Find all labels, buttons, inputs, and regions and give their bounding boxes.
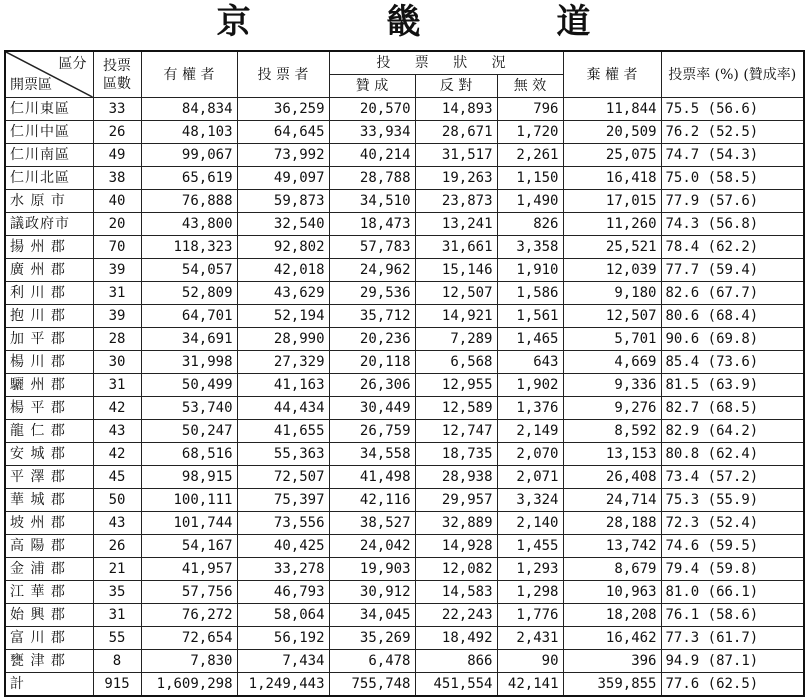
abstain-header: 棄 權 者 bbox=[563, 51, 661, 98]
voters-cell: 46,793 bbox=[237, 581, 329, 604]
table-row bbox=[5, 650, 804, 673]
yes-cell: 26,759 bbox=[329, 420, 415, 443]
eligible-header: 有 權 者 bbox=[141, 51, 237, 98]
abstain-cell: 28,188 bbox=[563, 512, 661, 535]
referendum-results-table bbox=[4, 50, 805, 697]
name-cell: 始 興 郡 bbox=[5, 604, 93, 627]
name-cell: 甕 津 郡 bbox=[5, 650, 93, 673]
corner-header bbox=[5, 51, 93, 98]
voters-cell: 41,163 bbox=[237, 374, 329, 397]
eligible-cell: 118,323 bbox=[141, 236, 237, 259]
eligible-cell: 98,915 bbox=[141, 466, 237, 489]
abstain-cell: 359,855 bbox=[563, 673, 661, 697]
no-cell: 14,928 bbox=[415, 535, 497, 558]
table-row bbox=[5, 512, 804, 535]
name-cell: 坡 州 郡 bbox=[5, 512, 93, 535]
table-row bbox=[5, 121, 804, 144]
table-row bbox=[5, 305, 804, 328]
yes-cell: 24,962 bbox=[329, 259, 415, 282]
table-row bbox=[5, 604, 804, 627]
districts-cell: 43 bbox=[93, 512, 141, 535]
abstain-cell: 17,015 bbox=[563, 190, 661, 213]
districts-cell: 55 bbox=[93, 627, 141, 650]
voters-cell: 1,249,443 bbox=[237, 673, 329, 697]
abstain-cell: 18,208 bbox=[563, 604, 661, 627]
name-cell: 揚 州 郡 bbox=[5, 236, 93, 259]
voters-cell: 44,434 bbox=[237, 397, 329, 420]
yes-cell: 34,558 bbox=[329, 443, 415, 466]
yes-cell: 57,783 bbox=[329, 236, 415, 259]
abstain-cell: 25,521 bbox=[563, 236, 661, 259]
rate-cell: 80.8 (62.4) bbox=[661, 443, 804, 466]
yes-cell: 34,045 bbox=[329, 604, 415, 627]
voters-cell: 59,873 bbox=[237, 190, 329, 213]
voters-cell: 52,194 bbox=[237, 305, 329, 328]
eligible-cell: 101,744 bbox=[141, 512, 237, 535]
districts-cell: 40 bbox=[93, 190, 141, 213]
invalid-cell: 1,720 bbox=[497, 121, 563, 144]
name-cell: 江 華 郡 bbox=[5, 581, 93, 604]
table-row bbox=[5, 144, 804, 167]
districts-cell: 45 bbox=[93, 466, 141, 489]
abstain-cell: 9,276 bbox=[563, 397, 661, 420]
abstain-cell: 11,844 bbox=[563, 98, 661, 121]
invalid-cell: 1,910 bbox=[497, 259, 563, 282]
table-row bbox=[5, 558, 804, 581]
districts-cell: 31 bbox=[93, 604, 141, 627]
districts-cell: 21 bbox=[93, 558, 141, 581]
invalid-cell: 1,902 bbox=[497, 374, 563, 397]
abstain-cell: 13,742 bbox=[563, 535, 661, 558]
eligible-cell: 41,957 bbox=[141, 558, 237, 581]
no-cell: 19,263 bbox=[415, 167, 497, 190]
yes-cell: 26,306 bbox=[329, 374, 415, 397]
name-cell: 楊 平 郡 bbox=[5, 397, 93, 420]
abstain-cell: 4,669 bbox=[563, 351, 661, 374]
name-cell: 廣 州 郡 bbox=[5, 259, 93, 282]
name-cell: 仁川北區 bbox=[5, 167, 93, 190]
yes-cell: 38,527 bbox=[329, 512, 415, 535]
abstain-cell: 8,592 bbox=[563, 420, 661, 443]
eligible-cell: 76,272 bbox=[141, 604, 237, 627]
rate-cell: 74.3 (56.8) bbox=[661, 213, 804, 236]
districts-cell: 26 bbox=[93, 121, 141, 144]
eligible-cell: 50,499 bbox=[141, 374, 237, 397]
districts-cell: 33 bbox=[93, 98, 141, 121]
name-cell: 華 城 郡 bbox=[5, 489, 93, 512]
voters-cell: 58,064 bbox=[237, 604, 329, 627]
table-row bbox=[5, 282, 804, 305]
districts-header: 投票區數 bbox=[93, 51, 141, 98]
no-cell: 451,554 bbox=[415, 673, 497, 697]
no-cell: 14,583 bbox=[415, 581, 497, 604]
eligible-cell: 43,800 bbox=[141, 213, 237, 236]
voters-cell: 7,434 bbox=[237, 650, 329, 673]
invalid-cell: 1,586 bbox=[497, 282, 563, 305]
table-row bbox=[5, 167, 804, 190]
eligible-cell: 84,834 bbox=[141, 98, 237, 121]
no-cell: 32,889 bbox=[415, 512, 497, 535]
rate-cell: 78.4 (62.2) bbox=[661, 236, 804, 259]
rate-cell: 77.6 (62.5) bbox=[661, 673, 804, 697]
voters-cell: 64,645 bbox=[237, 121, 329, 144]
rate-cell: 82.9 (64.2) bbox=[661, 420, 804, 443]
eligible-cell: 100,111 bbox=[141, 489, 237, 512]
invalid-cell: 1,561 bbox=[497, 305, 563, 328]
table-row bbox=[5, 397, 804, 420]
voters-cell: 27,329 bbox=[237, 351, 329, 374]
no-header: 反 對 bbox=[415, 75, 497, 98]
rate-cell: 94.9 (87.1) bbox=[661, 650, 804, 673]
districts-cell: 42 bbox=[93, 397, 141, 420]
voters-cell: 56,192 bbox=[237, 627, 329, 650]
yes-cell: 30,449 bbox=[329, 397, 415, 420]
voters-cell: 49,097 bbox=[237, 167, 329, 190]
invalid-cell: 826 bbox=[497, 213, 563, 236]
invalid-cell: 2,261 bbox=[497, 144, 563, 167]
abstain-cell: 11,260 bbox=[563, 213, 661, 236]
table-row bbox=[5, 420, 804, 443]
districts-cell: 35 bbox=[93, 581, 141, 604]
table-row bbox=[5, 627, 804, 650]
header-row bbox=[5, 51, 804, 75]
no-cell: 12,955 bbox=[415, 374, 497, 397]
districts-cell: 28 bbox=[93, 328, 141, 351]
districts-cell: 39 bbox=[93, 305, 141, 328]
districts-cell: 50 bbox=[93, 489, 141, 512]
name-cell: 計 bbox=[5, 673, 93, 697]
rate-cell: 74.6 (59.5) bbox=[661, 535, 804, 558]
abstain-cell: 10,963 bbox=[563, 581, 661, 604]
eligible-cell: 7,830 bbox=[141, 650, 237, 673]
abstain-cell: 20,509 bbox=[563, 121, 661, 144]
page-title: 京 畿 道 bbox=[216, 2, 653, 42]
invalid-cell: 1,455 bbox=[497, 535, 563, 558]
invalid-cell: 796 bbox=[497, 98, 563, 121]
voters-cell: 32,540 bbox=[237, 213, 329, 236]
no-cell: 15,146 bbox=[415, 259, 497, 282]
yes-cell: 6,478 bbox=[329, 650, 415, 673]
table-row bbox=[5, 535, 804, 558]
eligible-cell: 52,809 bbox=[141, 282, 237, 305]
voters-cell: 42,018 bbox=[237, 259, 329, 282]
eligible-cell: 68,516 bbox=[141, 443, 237, 466]
name-cell: 安 城 郡 bbox=[5, 443, 93, 466]
eligible-cell: 34,691 bbox=[141, 328, 237, 351]
name-cell: 抱 川 郡 bbox=[5, 305, 93, 328]
name-cell: 仁川南區 bbox=[5, 144, 93, 167]
eligible-cell: 31,998 bbox=[141, 351, 237, 374]
districts-cell: 43 bbox=[93, 420, 141, 443]
yes-cell: 29,536 bbox=[329, 282, 415, 305]
yes-cell: 42,116 bbox=[329, 489, 415, 512]
yes-cell: 35,269 bbox=[329, 627, 415, 650]
voters-cell: 55,363 bbox=[237, 443, 329, 466]
invalid-cell: 2,070 bbox=[497, 443, 563, 466]
rate-cell: 75.0 (58.5) bbox=[661, 167, 804, 190]
invalid-cell: 643 bbox=[497, 351, 563, 374]
rate-cell: 81.0 (66.1) bbox=[661, 581, 804, 604]
name-cell: 高 陽 郡 bbox=[5, 535, 93, 558]
no-cell: 18,735 bbox=[415, 443, 497, 466]
table-row bbox=[5, 374, 804, 397]
rate-cell: 85.4 (73.6) bbox=[661, 351, 804, 374]
no-cell: 14,893 bbox=[415, 98, 497, 121]
rate-cell: 77.9 (57.6) bbox=[661, 190, 804, 213]
invalid-cell: 1,376 bbox=[497, 397, 563, 420]
eligible-cell: 50,247 bbox=[141, 420, 237, 443]
yes-cell: 20,118 bbox=[329, 351, 415, 374]
rate-cell: 82.7 (68.5) bbox=[661, 397, 804, 420]
eligible-cell: 72,654 bbox=[141, 627, 237, 650]
eligible-cell: 76,888 bbox=[141, 190, 237, 213]
rate-cell: 80.6 (68.4) bbox=[661, 305, 804, 328]
rate-cell: 79.4 (59.8) bbox=[661, 558, 804, 581]
yes-cell: 34,510 bbox=[329, 190, 415, 213]
eligible-cell: 57,756 bbox=[141, 581, 237, 604]
name-cell: 利 川 郡 bbox=[5, 282, 93, 305]
name-cell: 平 澤 郡 bbox=[5, 466, 93, 489]
abstain-cell: 9,336 bbox=[563, 374, 661, 397]
rate-cell: 72.3 (52.4) bbox=[661, 512, 804, 535]
yes-cell: 755,748 bbox=[329, 673, 415, 697]
abstain-cell: 5,701 bbox=[563, 328, 661, 351]
abstain-cell: 396 bbox=[563, 650, 661, 673]
table-row bbox=[5, 581, 804, 604]
name-cell: 楊 川 郡 bbox=[5, 351, 93, 374]
abstain-cell: 12,507 bbox=[563, 305, 661, 328]
table-row bbox=[5, 443, 804, 466]
yes-cell: 41,498 bbox=[329, 466, 415, 489]
rate-cell: 75.5 (56.6) bbox=[661, 98, 804, 121]
invalid-cell: 2,071 bbox=[497, 466, 563, 489]
no-cell: 14,921 bbox=[415, 305, 497, 328]
table-body bbox=[5, 98, 804, 697]
no-cell: 23,873 bbox=[415, 190, 497, 213]
eligible-cell: 99,067 bbox=[141, 144, 237, 167]
name-cell: 龍 仁 郡 bbox=[5, 420, 93, 443]
no-cell: 29,957 bbox=[415, 489, 497, 512]
name-cell: 加 平 郡 bbox=[5, 328, 93, 351]
invalid-cell: 1,298 bbox=[497, 581, 563, 604]
invalid-cell: 2,431 bbox=[497, 627, 563, 650]
yes-cell: 35,712 bbox=[329, 305, 415, 328]
districts-cell: 30 bbox=[93, 351, 141, 374]
invalid-header: 無 效 bbox=[497, 75, 563, 98]
eligible-cell: 54,167 bbox=[141, 535, 237, 558]
invalid-cell: 3,358 bbox=[497, 236, 563, 259]
name-cell: 驪 州 郡 bbox=[5, 374, 93, 397]
rate-cell: 81.5 (63.9) bbox=[661, 374, 804, 397]
districts-cell: 42 bbox=[93, 443, 141, 466]
invalid-cell: 2,149 bbox=[497, 420, 563, 443]
rate-cell: 75.3 (55.9) bbox=[661, 489, 804, 512]
no-cell: 6,568 bbox=[415, 351, 497, 374]
no-cell: 22,243 bbox=[415, 604, 497, 627]
districts-cell: 70 bbox=[93, 236, 141, 259]
voters-cell: 40,425 bbox=[237, 535, 329, 558]
abstain-cell: 16,462 bbox=[563, 627, 661, 650]
yes-cell: 20,236 bbox=[329, 328, 415, 351]
name-cell: 仁川東區 bbox=[5, 98, 93, 121]
no-cell: 13,241 bbox=[415, 213, 497, 236]
table-row bbox=[5, 259, 804, 282]
yes-cell: 18,473 bbox=[329, 213, 415, 236]
vote-status-header: 投 票 狀 況 bbox=[329, 51, 563, 75]
eligible-cell: 54,057 bbox=[141, 259, 237, 282]
table-row bbox=[5, 466, 804, 489]
no-cell: 7,289 bbox=[415, 328, 497, 351]
eligible-cell: 1,609,298 bbox=[141, 673, 237, 697]
rate-cell: 77.3 (61.7) bbox=[661, 627, 804, 650]
table-row bbox=[5, 236, 804, 259]
yes-header: 贊 成 bbox=[329, 75, 415, 98]
yes-cell: 28,788 bbox=[329, 167, 415, 190]
yes-cell: 24,042 bbox=[329, 535, 415, 558]
no-cell: 31,517 bbox=[415, 144, 497, 167]
voters-cell: 72,507 bbox=[237, 466, 329, 489]
name-cell: 金 浦 郡 bbox=[5, 558, 93, 581]
invalid-cell: 1,293 bbox=[497, 558, 563, 581]
table-row bbox=[5, 190, 804, 213]
voters-cell: 73,992 bbox=[237, 144, 329, 167]
table-row bbox=[5, 489, 804, 512]
no-cell: 18,492 bbox=[415, 627, 497, 650]
voters-cell: 43,629 bbox=[237, 282, 329, 305]
no-cell: 12,747 bbox=[415, 420, 497, 443]
rate-header: 投票率 (%) (贊成率) bbox=[661, 51, 804, 98]
table-row bbox=[5, 213, 804, 236]
abstain-cell: 8,679 bbox=[563, 558, 661, 581]
rate-cell: 74.7 (54.3) bbox=[661, 144, 804, 167]
abstain-cell: 12,039 bbox=[563, 259, 661, 282]
districts-cell: 31 bbox=[93, 374, 141, 397]
voters-cell: 73,556 bbox=[237, 512, 329, 535]
no-cell: 28,938 bbox=[415, 466, 497, 489]
voters-cell: 28,990 bbox=[237, 328, 329, 351]
voters-cell: 92,802 bbox=[237, 236, 329, 259]
name-cell: 仁川中區 bbox=[5, 121, 93, 144]
yes-cell: 19,903 bbox=[329, 558, 415, 581]
rate-cell: 73.4 (57.2) bbox=[661, 466, 804, 489]
no-cell: 12,082 bbox=[415, 558, 497, 581]
voters-cell: 75,397 bbox=[237, 489, 329, 512]
invalid-cell: 1,150 bbox=[497, 167, 563, 190]
corner-header-bottom: 開票區 bbox=[10, 77, 52, 93]
abstain-cell: 13,153 bbox=[563, 443, 661, 466]
invalid-cell: 42,141 bbox=[497, 673, 563, 697]
table-row bbox=[5, 351, 804, 374]
districts-cell: 26 bbox=[93, 535, 141, 558]
districts-cell: 8 bbox=[93, 650, 141, 673]
rate-cell: 90.6 (69.8) bbox=[661, 328, 804, 351]
total-row bbox=[5, 673, 804, 697]
districts-cell: 39 bbox=[93, 259, 141, 282]
eligible-cell: 53,740 bbox=[141, 397, 237, 420]
districts-cell: 49 bbox=[93, 144, 141, 167]
voters-header: 投 票 者 bbox=[237, 51, 329, 98]
invalid-cell: 1,465 bbox=[497, 328, 563, 351]
voters-cell: 41,655 bbox=[237, 420, 329, 443]
corner-header-top: 區分 bbox=[58, 56, 87, 72]
name-cell: 水 原 市 bbox=[5, 190, 93, 213]
voters-cell: 36,259 bbox=[237, 98, 329, 121]
table-row bbox=[5, 328, 804, 351]
rate-cell: 76.1 (58.6) bbox=[661, 604, 804, 627]
no-cell: 28,671 bbox=[415, 121, 497, 144]
yes-cell: 33,934 bbox=[329, 121, 415, 144]
yes-cell: 40,214 bbox=[329, 144, 415, 167]
no-cell: 31,661 bbox=[415, 236, 497, 259]
districts-cell: 915 bbox=[93, 673, 141, 697]
invalid-cell: 1,776 bbox=[497, 604, 563, 627]
no-cell: 12,507 bbox=[415, 282, 497, 305]
invalid-cell: 3,324 bbox=[497, 489, 563, 512]
name-cell: 富 川 郡 bbox=[5, 627, 93, 650]
yes-cell: 30,912 bbox=[329, 581, 415, 604]
abstain-cell: 25,075 bbox=[563, 144, 661, 167]
invalid-cell: 2,140 bbox=[497, 512, 563, 535]
abstain-cell: 16,418 bbox=[563, 167, 661, 190]
districts-cell: 38 bbox=[93, 167, 141, 190]
eligible-cell: 65,619 bbox=[141, 167, 237, 190]
rate-cell: 82.6 (67.7) bbox=[661, 282, 804, 305]
invalid-cell: 90 bbox=[497, 650, 563, 673]
name-cell: 議政府市 bbox=[5, 213, 93, 236]
invalid-cell: 1,490 bbox=[497, 190, 563, 213]
eligible-cell: 48,103 bbox=[141, 121, 237, 144]
no-cell: 866 bbox=[415, 650, 497, 673]
rate-cell: 77.7 (59.4) bbox=[661, 259, 804, 282]
districts-cell: 20 bbox=[93, 213, 141, 236]
abstain-cell: 26,408 bbox=[563, 466, 661, 489]
table-row bbox=[5, 98, 804, 121]
yes-cell: 20,570 bbox=[329, 98, 415, 121]
abstain-cell: 9,180 bbox=[563, 282, 661, 305]
districts-cell: 31 bbox=[93, 282, 141, 305]
no-cell: 12,589 bbox=[415, 397, 497, 420]
voters-cell: 33,278 bbox=[237, 558, 329, 581]
abstain-cell: 24,714 bbox=[563, 489, 661, 512]
rate-cell: 76.2 (52.5) bbox=[661, 121, 804, 144]
eligible-cell: 64,701 bbox=[141, 305, 237, 328]
